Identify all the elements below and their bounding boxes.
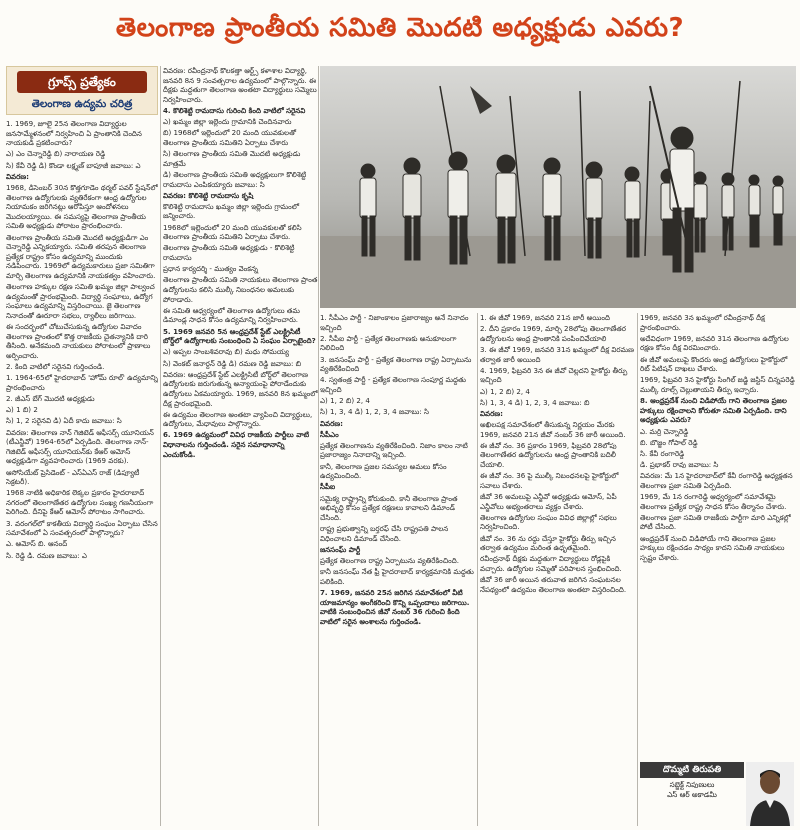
paragraph: ప్రత్యేక తెలంగాణను వ్యతిరేకించింది. నిజాం కాలం నాటి ప్రజారాజ్యం నినాదాన్ని ఇచ్చింది.: [320, 440, 468, 460]
paragraph: ఈ జీవో నం. 36 పై ముల్కీ నిబంధనలపై హైకోర్టులో సవాలు చేశారు.: [480, 471, 619, 490]
paragraph: 1. 1969, జూలై 25న తెలంగాణ విద్యార్థుల జనసామ్మేళనంలో నిర్వహించి ఏ ప్రాంతానికి చెందిన నాయకుడి ప్రకటించారు?: [6, 119, 142, 148]
paragraph: తెలంగాణ హక్కుల రక్షణ సమితి ఖమ్మం జిల్లా పాల్వంచ ఉద్యమంతో ప్రారంభమైంది. విద్యార్థి సంఘాలు, ఉద్యోగ సంఘాలు ఉద్యమాన్ని విస్తరించాయి. జై తెలంగాణ నినాదంతో ఊరూరా సభలు, ర్యాలీలు జరిగాయి.: [6, 282, 155, 320]
paragraph: 1969, మే 1న రంగారెడ్డి ఆధ్వర్యంలో సమావేశమై తెలంగాణ ప్రత్యేక రాష్ట్ర సాధన కోసం తీర్మానం చేశారు.: [640, 492, 787, 511]
paragraph: వివరణ: ఆంధ్రప్రదేశ్ స్టేట్ ఎలక్ట్రిసిటీ బోర్డ్‌లో తెలంగాణ ఉద్యోగులకు జరుగుతున్న అన్యాయంపై పోరాడేందుకు ఉద్యోగులు ఏకమయ్యారు. 1969, జనవరి 8న ఖమ్మంలో దీక్ష ప్రారంభమైంది.: [163, 369, 318, 408]
option: ఎ) 1, 2 బి) 2, 4: [320, 396, 370, 406]
question: 8. ఆంధ్రప్రదేశ్ నుంచి విడిపోయే గాని తెలంగాణ ప్రజల హక్కులు రక్షించాలని కోరుతూ సమితి ఏర్పడింది. దాని అధ్యక్షుడు ఎవరు?: [640, 396, 787, 425]
paragraph: జీవో 36 జారీ అయిన తరువాత జరిగిన సంఘటనల నేపథ్యంలో ఉద్యమం తెలంగాణ అంతటా విస్తరించింది.: [480, 575, 627, 594]
paragraph: అదేవిధంగా 1969, జనవరి 31న తెలంగాణ ఉద్యోగుల రక్షణ కోసం దీక్ష విరమించారు.: [640, 333, 789, 353]
option: సి) 1, 3, 4 డి) 1, 2, 3, 4 జవాబు: సి: [320, 407, 429, 417]
paragraph: వివరణ: రవీంద్రనాథ్ కొలకత్తా ఆర్ట్స్ కళాశాల విద్యార్థి, జనవరి 8న 9 సంవత్సరాల ఉద్యమంలో పాల్గొన్నారు. ఈ దీక్షకు మద్దతుగా తెలంగాణ అంతటా విద్యార్థులు సమ్మెలు నిర్వహించారు.: [163, 66, 317, 104]
person-icon: [746, 762, 794, 826]
paragraph: 1968, డిసెంబర్ 30న కొత్తగూడెం థర్మల్ పవర్ స్టేషన్‌లో తెలంగాణ ఉద్యోగులకు వ్యతిరేకంగా ఆంధ్ర ఉద్యోగుల నియామకం జరిగినట్లు ఆరోపిస్తూ ఆందోళనలు మొదలయ్యాయి. ఈ సమస్యపై తెలంగాణ ప్రాంతీయ సమితి అధ్యక్షుడు పోరాటం ప్రారంభించారు.: [6, 182, 158, 231]
option: 4. 1969, ఫిబ్రవరి 3న ఈ జీవో చెల్లదని హైకోర్టు తీర్పు ఇచ్చింది: [480, 365, 628, 385]
paragraph: కొలిశెట్టి రామదాసు ఖమ్మం జిల్లా ఇల్లెందు గ్రామంలో జన్మించారు.: [163, 201, 300, 221]
option: ఎ) ఖమ్మం జిల్లా ఇల్లెందు గ్రామానికి చెందినవారు: [163, 117, 292, 127]
paragraph: జీవో నం. 36 ను రద్దు చేస్తూ హైకోర్టు తీర్పు ఇచ్చిన తర్వాత ఉద్యమం మరింత ఉధృతమైంది.: [480, 533, 616, 553]
question: 5. 1969 జనవరి 5న ఆంధ్రప్రదేశ్ స్టేట్ ఎలక్ట్రిసిటీ బోర్డ్‌లో ఉద్యోగాలకు సంబంధించి ఏ సంఘం ఏర్పాటైంది?: [163, 326, 316, 346]
option: 1. ఈ జీవో 1969, జనవరి 21న జారీ అయింది: [480, 313, 610, 322]
column-divider: [160, 66, 161, 826]
paragraph: ఈ జీవో అమలుపై కొందరు ఆంధ్ర ఉద్యోగులు హైకోర్టులో రిట్ పిటిషన్ దాఖలు చేశారు.: [640, 354, 788, 374]
paragraph: ఈ జీవో నం. 36 ప్రకారం 1969, ఫిబ్రవరి 28లోపు తెలంగాణేతర ఉద్యోగులను ఆంధ్ర ప్రాంతానికి బదిలీ చేయాలి.: [480, 440, 617, 470]
paragraph: వివరణ: మే 1న హైదరాబాద్‌లో కేవీ రంగారెడ్డి అధ్యక్షతన తెలంగాణ ప్రజా సమితి ఏర్పడింది.: [640, 471, 793, 490]
soldiers-photo: [320, 66, 796, 308]
paragraph: 1969, ఫిబ్రవరి 3న హైకోర్టు సింగిల్ జడ్జి జస్టిస్ చిన్నపరెడ్డి ముల్కీ రూల్స్ చెల్లుతాయని తీర్పు ఇచ్చారు.: [640, 375, 795, 394]
paragraph: 1968లో ఇల్లెందులో 20 మంది యువకులతో కలిసి తెలంగాణ ప్రాంతీయ సమితిని ఏర్పాటు చేశారు.: [163, 222, 302, 242]
question: 3. వరంగల్‌లో కాకతీయ విద్యార్థి సంఘం ఏర్పాటు చేసిన సమావేశంలో ఏ సంవత్సరంలో పాల్గొన్నారు?: [6, 518, 158, 538]
author-role-line: ఎస్ ఆర్ అకాడమీ: [667, 789, 717, 799]
subkicker: తెలంగాణ ఉద్యమ చరిత్ర: [31, 98, 133, 110]
author-photo: [746, 762, 794, 826]
paragraph: వివరణ: తెలంగాణ నాన్ గెజిటెడ్ ఆఫీసర్స్ యూనియన్ (టీఎన్జీవో) 1964-65లో ఏర్పడింది. తెలంగాణ నాన్-గెజిటెడ్ ఆఫీసర్స్ యూనియన్‌కు కేఆర్ ఆమోస్ అధ్యక్షుడిగా వ్యవహరించారు (1969 వరకు).: [6, 427, 154, 466]
option: ఎ. మర్రి చెన్నారెడ్డి: [640, 426, 689, 436]
paragraph: రవీంద్రనాథ్ దీక్షకు మద్దతుగా విద్యార్థులు రోడ్లపైకి వచ్చారు. ఉద్యోగుల సమ్మెతో పరిపాలన స్తంభించింది.: [480, 554, 622, 573]
paragraph: ఆంధ్రప్రదేశ్ నుంచి విడిపోయే గాని తెలంగాణ ప్రజల హక్కులు రక్షించడం సాధ్యం కాదని సమితి నాయకులు స్పష్టం చేశారు.: [640, 533, 785, 562]
option: డి. ప్రభాకర్ రావు జవాబు: సి: [640, 460, 719, 470]
option: 4. స్వతంత్ర పార్టీ - ప్రత్యేక తెలంగాణ సంపూర్ణ మద్దతు ఇచ్చింది: [320, 375, 466, 394]
author-role-line: సబ్జెక్ట్ నిపుణులు: [669, 780, 715, 789]
photo-illustration: [320, 66, 796, 308]
paragraph: 1. 1964-65లో హైదరాబాద్ 'హోమ్ రూల్' ఉద్యమాన్ని ప్రారంభించారు: [6, 373, 158, 392]
paragraph: తెలంగాణ ప్రాంతీయ సమితి అధ్యక్షుడు - కొలిశెట్టి రామదాసు: [163, 243, 295, 263]
paragraph: 1968 నాటికి అధికారిక లెక్కల ప్రకారం హైదరాబాద్ నగరంలో తెలంగాణేతర ఉద్యోగుల సంఖ్య గణనీయంగా పెరిగింది. దీనిపై కేఆర్ ఆమోస్ పోరాటం సాగించారు.: [6, 488, 154, 517]
column-4: [480, 313, 635, 826]
question: 2. కింది వాటిలో సరైనవి గుర్తించండి.: [6, 362, 105, 371]
paragraph: ప్రధాన కార్యదర్శి - ముత్యం వెంకన్న: [163, 264, 259, 274]
option: సి) కేవీ రెడ్డి డి) కొండా లక్ష్మణ్ బాపూజీ జవాబు: ఎ: [6, 160, 141, 170]
explanation-label: వివరణ:: [480, 408, 503, 418]
option: బి) 1968లో ఇల్లెందులో 20 మంది యువకులతో తెలంగాణ ప్రాంతీయ సమితిని ఏర్పాటు చేశారు: [163, 128, 297, 147]
subheading: సీపీఎం: [320, 429, 339, 439]
paragraph: ఈ సందర్భంలో చోటుచేసుకున్న ఉద్యోగుల వివాదం తెలంగాణ ప్రాంతంలో కొత్త రాజకీయ చైతన్యానికి దారి తీసింది. అనేకమంది నాయకులు పోరాటంలో ప్రాణాలు అర్పించారు.: [6, 322, 151, 360]
author-byline: [640, 762, 794, 826]
column-3: [320, 313, 475, 826]
option: సి. కేవీ రంగారెడ్డి: [640, 448, 685, 458]
paragraph: రాష్ట్ర ప్రభుత్వాన్ని బర్తరఫ్ చేసి రాష్ట్రపతి పాలన విధించాలని డిమాండ్ చేసింది.: [320, 524, 449, 543]
option: సి) 1, 2 సరైనవి డి) ఏదీ కాదు జవాబు: సి: [6, 416, 122, 426]
paragraph: 2. జీఎస్ బేగ్ మొదటి అధ్యక్షుడు: [6, 393, 95, 403]
option: సి) తెలంగాణ ప్రాంతీయ సమితి మొదటి అధ్యక్షుడు మాత్రమే: [163, 149, 301, 168]
paragraph: కానీ జనసంఘ్ నేత ఫ్రీ హైదరాబాద్ కార్యక్రమానికి మద్దతు పలికింది.: [320, 567, 474, 586]
paragraph: సమైక్య రాష్ట్రాన్ని కోరుకుంది. కానీ తెలంగాణ ప్రాంత అభివృద్ధి కోసం ప్రత్యేక రక్షణలు కావాలని డిమాండ్ చేసింది.: [320, 493, 458, 522]
option: 2. సీపీఐ పార్టీ - ప్రత్యేక తెలంగాణకు అనుకూలంగా నిలిచింది: [320, 333, 457, 353]
kicker: గ్రూప్స్ ప్రత్యేకం: [17, 71, 147, 93]
option: 1. సీపీఎం పార్టీ - నిజాంకాలం ప్రజారాజ్యం అనే నినాదం ఇచ్చింది: [320, 313, 469, 332]
subheading: సీపీఐ: [320, 482, 336, 492]
option: ఎ) 1, 2 బి) 2, 4: [480, 386, 530, 396]
paragraph: ఈ ఉద్యమం తెలంగాణ అంతటా వ్యాపించి విద్యార్థులు, ఉద్యోగులు, మేధావులు పాల్గొన్నారు.: [163, 409, 313, 429]
headline: తెలంగాణ ప్రాంతీయ సమితి మొదటి అధ్యక్షుడు ఎవరు?: [115, 13, 685, 43]
option: ఎ) అప్పల సాంబశివరావు బి) మధు సోమయ్య: [163, 347, 290, 357]
column-1: [6, 66, 158, 826]
option: 2. దీని ప్రకారం 1969, మార్చి 28లోపు తెలంగాణేతర ఉద్యోగులను ఆంధ్ర ప్రాంతానికి పంపించివేయాలి: [480, 324, 626, 343]
option: సి) 1, 3, 4 డి) 1, 2, 3, 4 జవాబు: బి: [480, 397, 590, 407]
explanation-label: వివరణ: కొలిశెట్టి రామదాసు కృషి: [163, 190, 254, 200]
paragraph: ఆసోసియేట్ ప్రెసిడెంట్ - ఎస్ఏఎస్ రాజ్ (డిప్యూటీ సెక్రటరీ).: [6, 467, 140, 487]
paragraph: తెలంగాణ ప్రజా సమితి రాజకీయ పార్టీగా మారి ఎన్నికల్లో పోటీ చేసింది.: [640, 512, 791, 532]
option: ఎ) ఎం చెన్నారెడ్డి బి) నారాయణ రెడ్డి: [6, 149, 106, 159]
question: 7. 1969, జనవరి 25న జరిగిన సమావేశంలో వీటి యాజమాన్యం అంగీకరించి కొన్ని ఒప్పందాలు జరిగాయి. వాటికి సంబంధించిన జీవో నంబర్ 36 గురించి కింది వాటిలో సరైన అంశాలను గుర్తించండి.: [320, 587, 470, 626]
column-divider: [637, 313, 638, 826]
explanation-label: వివరణ:: [6, 171, 29, 181]
option: ఎ) 1 బి) 2: [6, 405, 38, 415]
column-divider: [477, 313, 478, 826]
paragraph: తెలంగాణ ప్రాంతీయ సమితి నాయకులు తెలంగాణ ప్రాంత ఉద్యోగులను కలిసి ముల్కీ నిబంధనల అమలుకు పోరాడారు.: [163, 275, 318, 304]
option: బి. బొజ్జం గోపాల్ రెడ్డి: [640, 437, 698, 447]
paragraph: కానీ, తెలంగాణ ప్రజల సమస్యల అమలు కోసం ఉద్యమించింది.: [320, 461, 447, 481]
option: 3. ఈ జీవో 1969, జనవరి 31న ఖమ్మంలో దీక్ష విరమణ తర్వాత జారీ అయింది: [480, 344, 634, 364]
paragraph: తెలంగాణ ఉద్యోగుల సంఘం వివిధ జిల్లాల్లో సభలు నిర్వహించింది.: [480, 512, 617, 532]
option: ఎ. ఆమోస్ బి. ఆనంద్: [6, 539, 68, 549]
author-name: దొమ్మటి తిరుపతి: [640, 762, 744, 778]
paragraph: ప్రత్యేక తెలంగాణ రాష్ట్ర ఏర్పాటును వ్యతిరేకించింది.: [320, 555, 460, 565]
question: 4. కొలిశెట్టి రామదాసు గురించి కింది వాటిలో సరైనవి: [163, 105, 306, 115]
question: 6. 1969 ఉద్యమంలో వివిధ రాజకీయ పార్టీలు వాటి విధానాలను గుర్తించండి. సరైన సమాధానాన్ని ఎంచుకోండి.: [163, 430, 310, 459]
column-5: [640, 313, 795, 813]
section-header: [6, 66, 158, 115]
paragraph: ఈ సమితి ఆధ్వర్యంలో తెలంగాణ ఉద్యోగులు తమ డిమాండ్ల సాధన కోసం ఉద్యమాన్ని నిర్వహించారు.: [163, 305, 300, 325]
paragraph: తెలంగాణ ప్రాంతీయ సమితి మొదటి అధ్యక్షుడిగా ఎం చెన్నారెడ్డి ఎన్నికయ్యారు. సమితి తరపున తెలంగాణ ప్రత్యేక రాష్ట్రం కోసం ఉద్యమాన్ని ముందుకు నడిపించారు. 1969లో ఉద్యమకారులు ప్రజా సమితిగా మార్చి తెలంగాణ ఉద్యమానికి నాయకత్వం వహించారు.: [6, 232, 156, 280]
paragraph: 1969, జనవరి 3న ఖమ్మంలో రవీంద్రనాథ్ దీక్ష ప్రారంభించారు.: [640, 313, 765, 332]
option: సి) వెంకట్ జనార్దన్ రెడ్డి డి) రమణ రెడ్డి జవాబు: బి: [163, 358, 302, 368]
option: సి. రెడ్డి డి. రమణ జవాబు: ఎ: [6, 550, 87, 560]
column-2: [163, 66, 319, 826]
paragraph: జీవో 36 అమలుపై ఎన్జీవో అధ్యక్షుడు అమోస్, ఏపీ ఎన్జీవోలు అభ్యంతరాలు వ్యక్తం చేశారు.: [480, 492, 617, 511]
option: 3. జనసంఘ్ పార్టీ - ప్రత్యేక తెలంగాణ రాష్ట్ర ఏర్పాటును వ్యతిరేకించింది: [320, 354, 472, 374]
explanation-label: వివరణ:: [320, 418, 343, 428]
subheading: జనసంఘ్ పార్టీ: [320, 544, 361, 554]
paragraph: అఖిలపక్ష సమావేశంలో తీసుకున్న నిర్ణయం మేరకు 1969, జనవరి 21న జీవో నంబర్ 36 జారీ అయింది.: [480, 420, 626, 439]
author-role: [642, 780, 742, 799]
option: డి) తెలంగాణ ప్రాంతీయ సమితి అధ్యక్షులుగా కొలిశెట్టి రామదాసు ఎంపికయ్యారు జవాబు: సి: [163, 169, 307, 189]
